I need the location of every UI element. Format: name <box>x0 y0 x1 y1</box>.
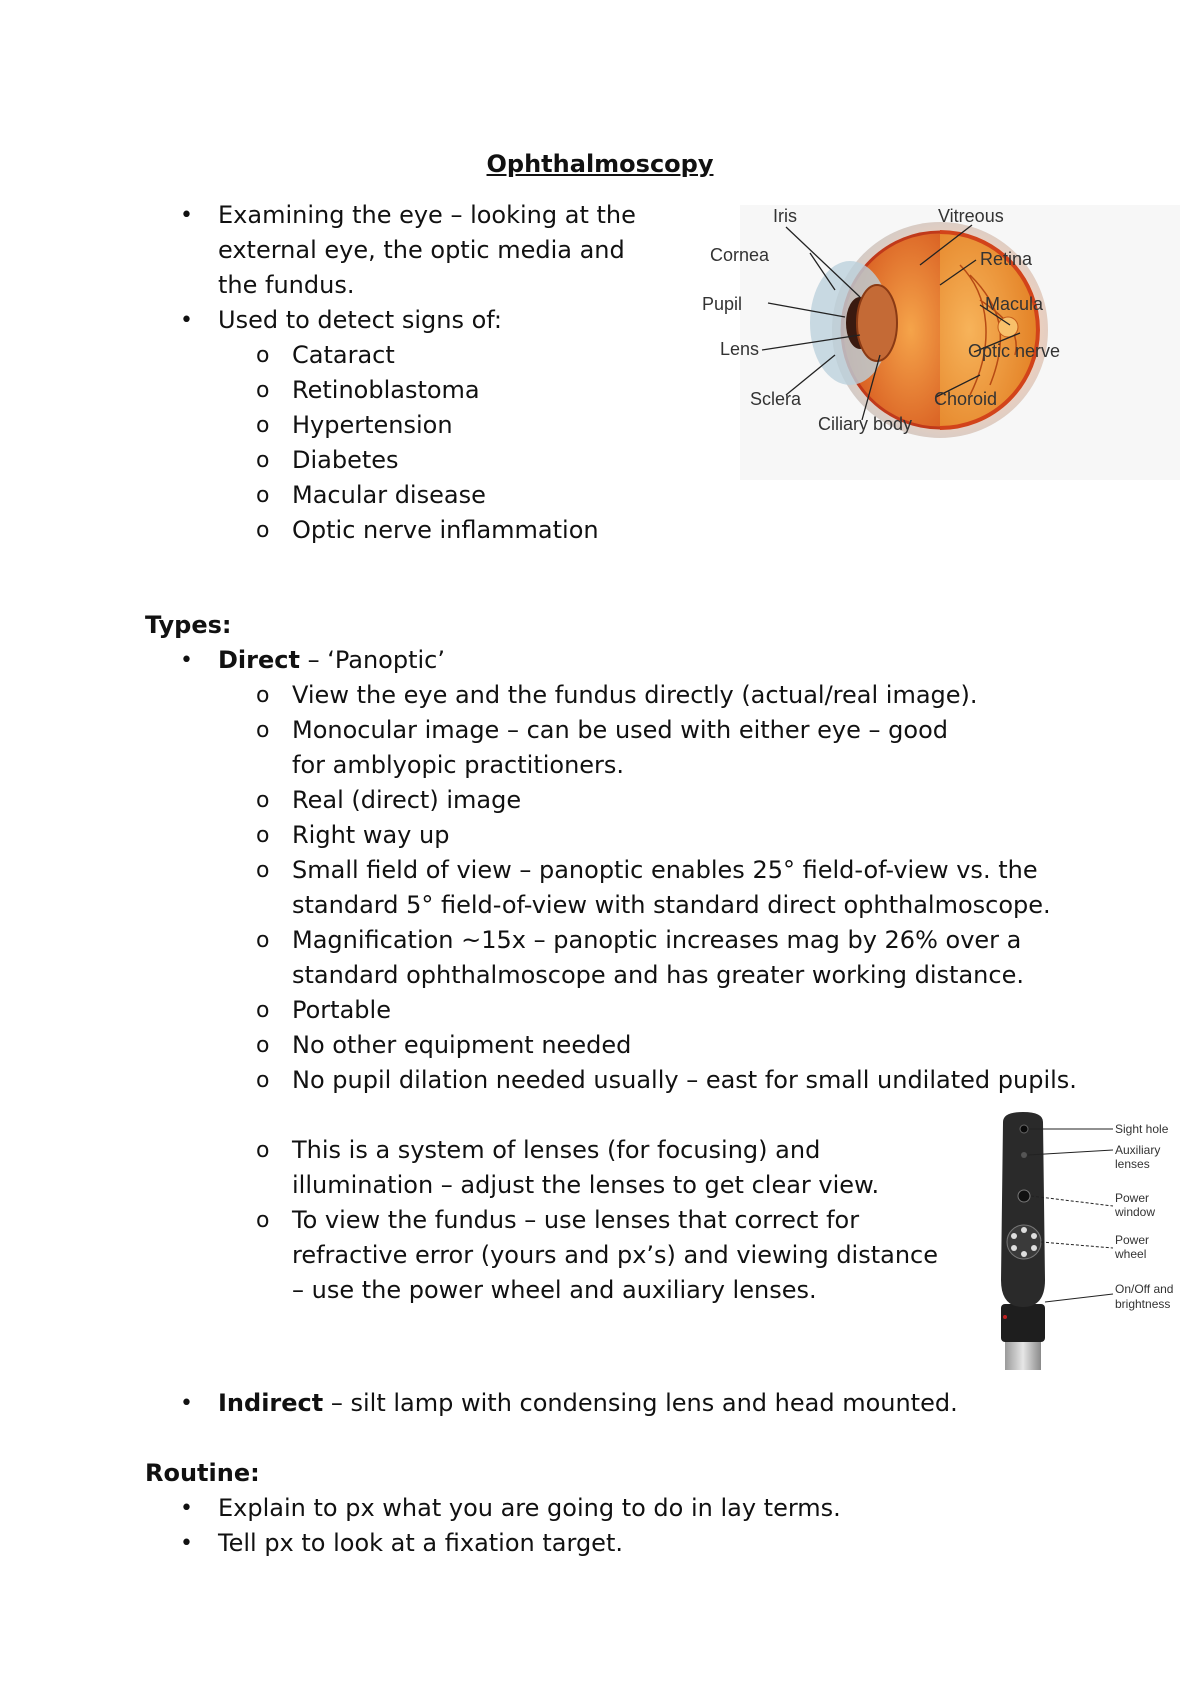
indirect-section <box>0 1386 1200 1421</box>
eye-anatomy-diagram <box>702 205 1180 480</box>
label-choroid: Choroid <box>934 389 998 409</box>
sign-item: o Hypertension <box>0 408 972 443</box>
routine-section <box>0 1491 1200 1561</box>
label-cornea: Cornea <box>710 245 770 265</box>
intro-bullet-used-to-detect: • Used to detect signs of: <box>0 303 1178 338</box>
sign-item: o Retinoblastoma <box>0 373 972 408</box>
routine-item: • Explain to px what you are going to do in lay terms. <box>0 1491 1178 1526</box>
label-lens: Lens <box>720 339 760 359</box>
power-window-icon <box>1018 1190 1030 1202</box>
direct-item: o Portable <box>0 993 972 1028</box>
sign-item: o Cataract <box>0 338 972 373</box>
sight-hole-icon <box>1020 1125 1028 1133</box>
macula-shape <box>998 317 1018 337</box>
aux-lens-icon <box>1021 1152 1027 1158</box>
label-power-window-1: Power <box>1115 1191 1150 1205</box>
direct-rest: – ‘Panoptic’ <box>299 646 445 674</box>
direct-item-lenses: o This is a system of lenses (for focusing) and illumination – adjust the lenses to get clear view. <box>0 1133 952 1203</box>
indirect-rest: – silt lamp with condensing lens and head mounted. <box>323 1389 958 1417</box>
scope-head <box>1001 1112 1045 1307</box>
direct-bullet <box>0 643 1178 678</box>
label-power-window-2: window <box>1115 1205 1156 1219</box>
label-onoff-2: brightness <box>1115 1297 1171 1311</box>
label-power-wheel-1: Power <box>1115 1233 1150 1247</box>
page-title: Ophthalmoscopy <box>486 150 714 178</box>
label-pupil: Pupil <box>702 294 743 314</box>
direct-item: o Real (direct) image <box>0 783 972 818</box>
label-onoff-1: On/Off and <box>1115 1282 1174 1296</box>
sign-item: o Optic nerve inflammation <box>0 513 972 548</box>
indirect-label: Indirect <box>218 1389 324 1417</box>
label-macula: Macula <box>985 294 1044 314</box>
label-power-wheel-2: wheel <box>1115 1247 1147 1261</box>
label-sclera: Sclera <box>750 389 802 409</box>
label-retina: Retina <box>980 249 1033 269</box>
lens-shape <box>857 285 897 361</box>
label-optic-nerve: Optic nerve <box>968 341 1061 361</box>
label-iris: Iris <box>773 206 797 226</box>
ophthalmoscope-diagram <box>995 1112 1190 1370</box>
label-sight-hole: Sight hole <box>1115 1122 1169 1136</box>
scope-neck <box>1001 1304 1045 1342</box>
direct-item: o Monocular image – can be used with either eye – good for amblyopic practitioners. <box>0 713 972 783</box>
direct-item-fundus: o To view the fundus – use lenses that correct for refractive error (yours and px’s) and viewing distance – use the power wheel and auxiliary lenses. <box>0 1203 952 1308</box>
direct-label: Direct <box>218 646 300 674</box>
routine-item: • Tell px to look at a fixation target. <box>0 1526 1178 1561</box>
indicator-light-icon <box>1003 1315 1007 1319</box>
routine-heading: Routine: <box>145 1459 260 1487</box>
sign-item: o Macular disease <box>0 478 972 513</box>
label-lenses: lenses <box>1115 1157 1150 1171</box>
sign-item: o Diabetes <box>0 443 972 478</box>
types-heading: Types: <box>145 611 232 639</box>
label-vitreous: Vitreous <box>938 206 1004 226</box>
direct-item: o No other equipment needed <box>0 1028 972 1063</box>
direct-item: o Magnification ~15x – panoptic increases mag by 26% over a standard ophthalmoscope and has greater working distance. <box>0 923 1052 993</box>
label-auxiliary: Auxiliary <box>1115 1143 1161 1157</box>
intro-bullet-examining: • Examining the eye – looking at the external eye, the optic media and the fundus. <box>0 198 658 303</box>
label-ciliary-body: Ciliary body <box>818 414 913 434</box>
direct-item: o View the eye and the fundus directly (actual/real image). <box>0 678 1052 713</box>
indirect-bullet <box>0 1386 1178 1421</box>
direct-item: o Right way up <box>0 818 972 853</box>
direct-item: o Small field of view – panoptic enables 25° field-of-view vs. the standard 5° field-of-view with standard direct ophthalmoscope. <box>0 853 1052 923</box>
direct-item: o No pupil dilation needed usually – east for small undilated pupils. <box>0 1063 1112 1098</box>
